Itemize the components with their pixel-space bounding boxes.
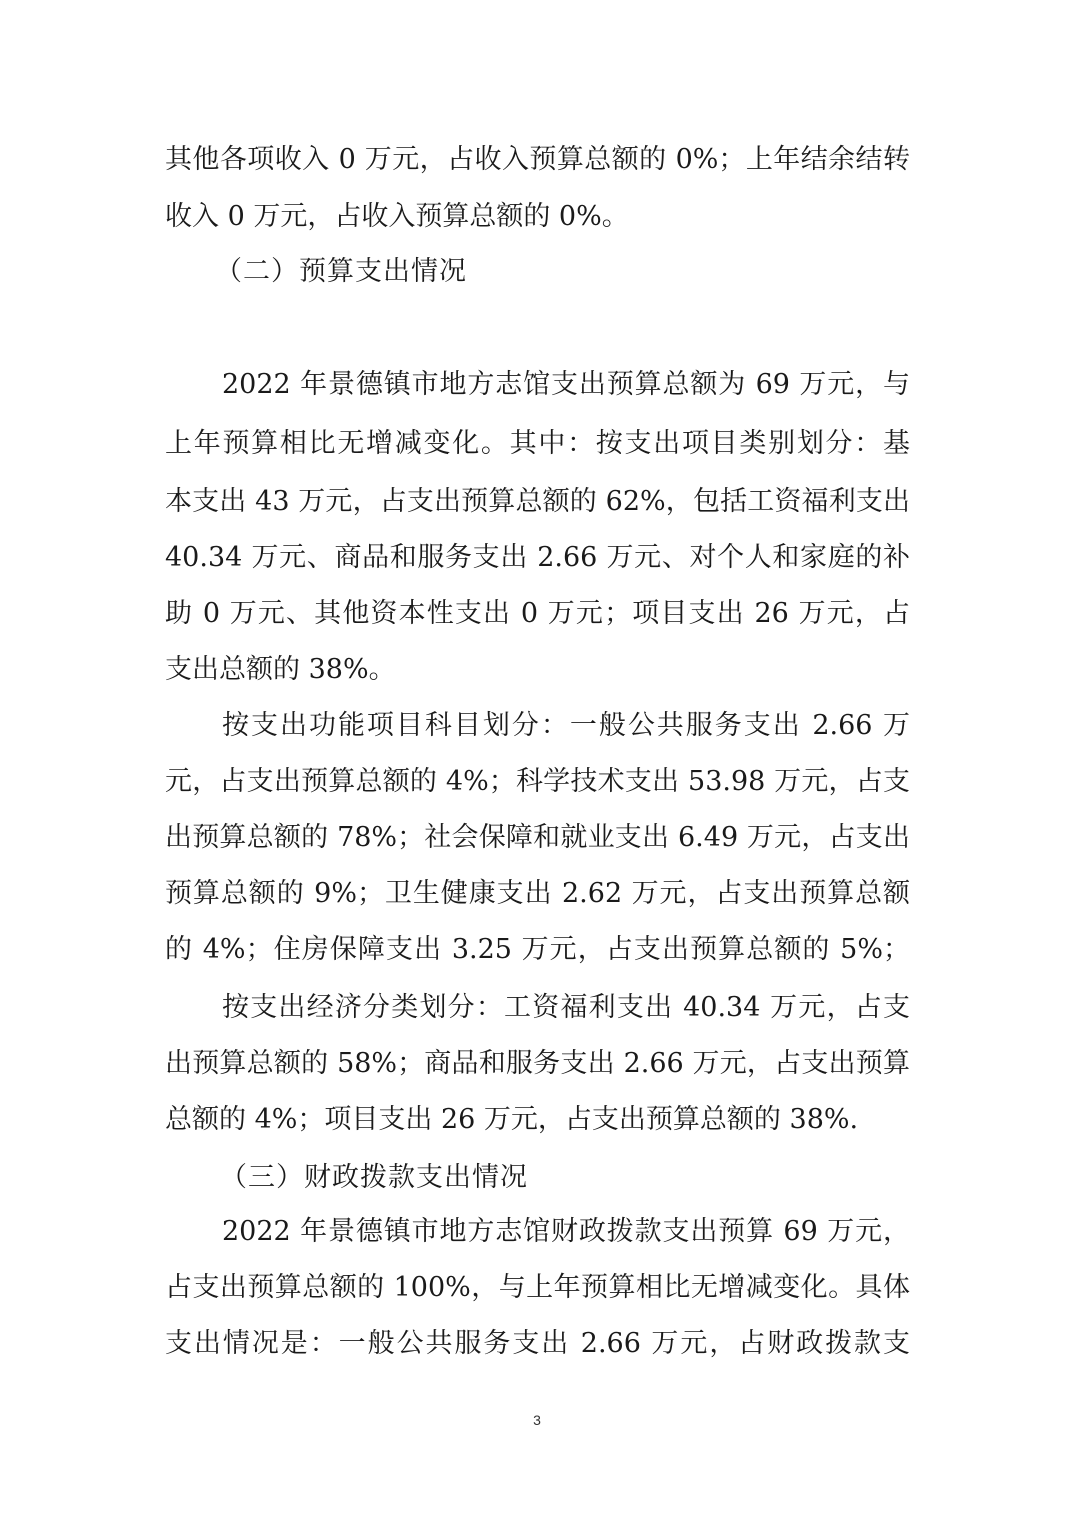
body-text-line: 支出总额的 38%。 [165,654,396,685]
section-heading-budget-expenditure: （二）预算支出情况 [215,256,467,287]
body-text-line: 收入 0 万元，占收入预算总额的 0%。 [165,201,629,232]
body-text-line: 2022 年景德镇市地方志馆财政拨款支出预算 69 万元， [222,1216,910,1247]
body-text-line: 本支出 43 万元，占支出预算总额的 62%，包括工资福利支出 [165,486,910,517]
body-text-line: 助 0 万元、其他资本性支出 0 万元；项目支出 26 万元，占 [165,598,910,629]
body-text-line: 按支出经济分类划分：工资福利支出 40.34 万元，占支 [222,992,910,1023]
body-text-line: 总额的 4%；项目支出 26 万元，占支出预算总额的 38%. [165,1104,859,1135]
body-text-line: 40.34 万元、商品和服务支出 2.66 万元、对个人和家庭的补 [165,542,910,573]
section-heading-fiscal-allocation: （三）财政拨款支出情况 [220,1162,528,1193]
body-text-line: 出预算总额的 78%；社会保障和就业支出 6.49 万元，占支出 [165,822,910,853]
body-text-line: 其他各项收入 0 万元，占收入预算总额的 0%；上年结余结转 [165,144,910,175]
body-text-line: 预算总额的 9%；卫生健康支出 2.62 万元，占支出预算总额 [165,878,910,909]
body-text-line: 元，占支出预算总额的 4%；科学技术支出 53.98 万元，占支 [165,766,910,797]
body-text-line: 出预算总额的 58%；商品和服务支出 2.66 万元，占支出预算 [165,1048,910,1079]
body-text-line: 按支出功能项目科目划分：一般公共服务支出 2.66 万 [222,710,910,741]
body-text-line: 占支出预算总额的 100%，与上年预算相比无增减变化。具体 [165,1272,910,1303]
body-text-line: 的 4%；住房保障支出 3.25 万元，占支出预算总额的 5%； [165,934,910,965]
page-number: 3 [533,1412,541,1428]
body-text-line: 支出情况是：一般公共服务支出 2.66 万元，占财政拨款支 [165,1328,910,1359]
body-text-line: 2022 年景德镇市地方志馆支出预算总额为 69 万元，与 [222,369,910,400]
body-text-line: 上年预算相比无增减变化。其中：按支出项目类别划分：基 [165,428,910,459]
